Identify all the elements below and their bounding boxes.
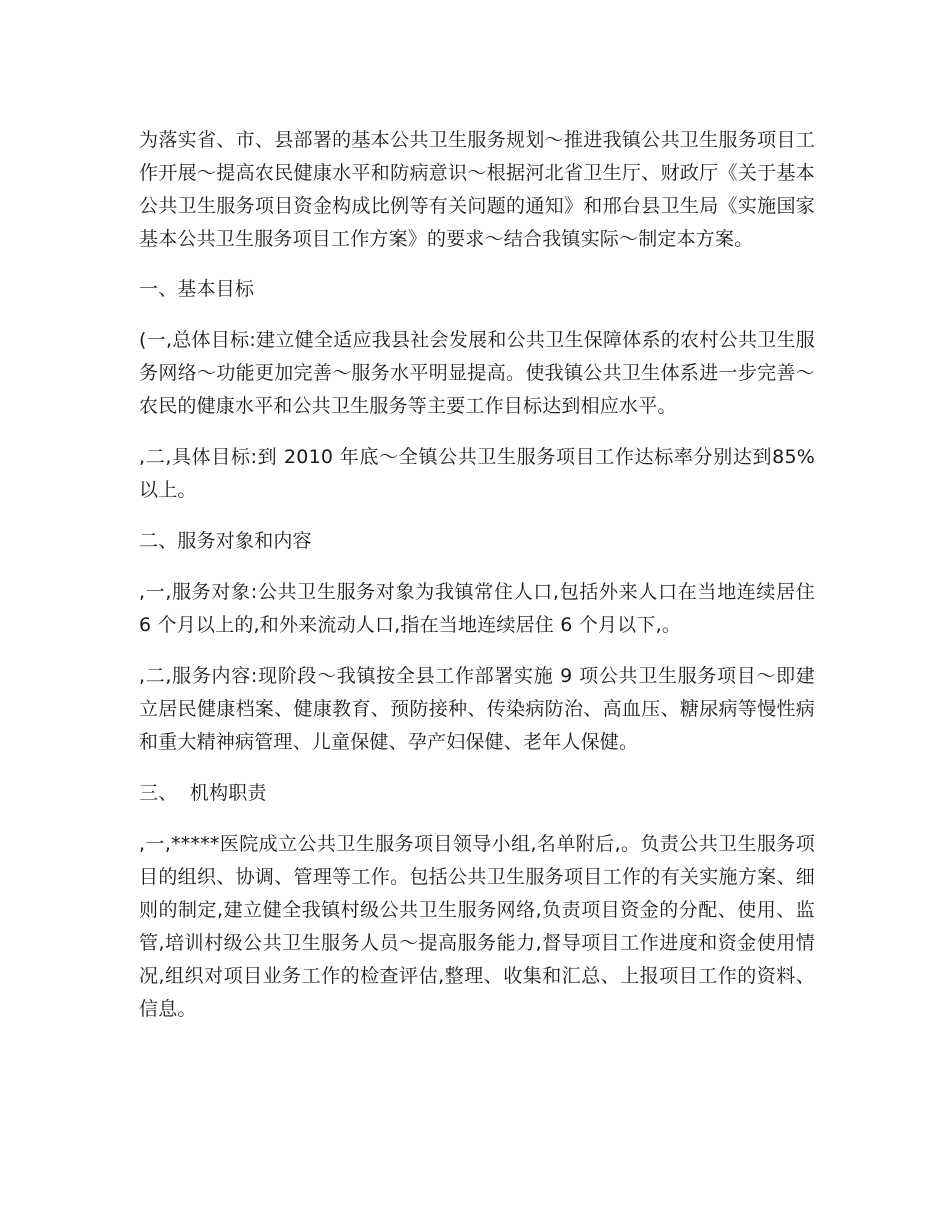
document-body (139, 124, 822, 1044)
specific-goal-paragraph: ,二,具体目标:到 2010 年底～全镇公共卫生服务项目工作达标率分别达到85%以上。 (139, 446, 815, 501)
section-heading-service-targets: 二、服务对象和内容 (139, 530, 312, 552)
service-target-paragraph: ,一,服务对象:公共卫生服务对象为我镇常住人口,包括外来人口在当地连续居住 6 个月以上的,和外来流动人口,指在当地连续居住 6 个月以下,。 (139, 581, 822, 636)
section-heading-basic-goals: 一、基本目标 (139, 278, 255, 300)
hospital-responsibility-paragraph: ,一,*****医院成立公共卫生服务项目领导小组,名单附后,。负责公共卫生服务项目的组织、协调、管理等工作。包括公共卫生服务项目工作的有关实施方案、细则的制定,建立健全我镇村级公共卫生服务网络,负责项目资金的分配、使用、监管,培训村级公共卫生服务人员～提高服务能力,督导项目工作进度和资金使用情况,组织对项目业务工作的检查评估,整理、收集和汇总、上报项目工作的资料、信息。 (139, 833, 815, 1020)
section-heading-responsibilities: 三、 机构职责 (139, 782, 267, 804)
overall-goal-paragraph: (一,总体目标:建立健全适应我县社会发展和公共卫生保障体系的农村公共卫生服务网络～功能更加完善～服务水平明显提高。使我镇公共卫生体系进一步完善～农民的健康水平和公共卫生服务等主要工作目标达到相应水平。 (139, 329, 815, 417)
intro-paragraph: 为落实省、市、县部署的基本公共卫生服务规划～推进我镇公共卫生服务项目工作开展～提高农民健康水平和防病意识～根据河北省卫生厅、财政厅《关于基本公共卫生服务项目资金构成比例等有关问题的通知》和邢台县卫生局《实施国家基本公共卫生服务项目工作方案》的要求～结合我镇实际～制定本方案。 (139, 129, 815, 250)
service-content-paragraph: ,二,服务内容:现阶段～我镇按全县工作部署实施 9 项公共卫生服务项目～即建立居民健康档案、健康教育、预防接种、传染病防治、高血压、糖尿病等慢性病和重大精神病管理、儿童保健、孕产妇保健、老年人保健。 (139, 665, 815, 753)
